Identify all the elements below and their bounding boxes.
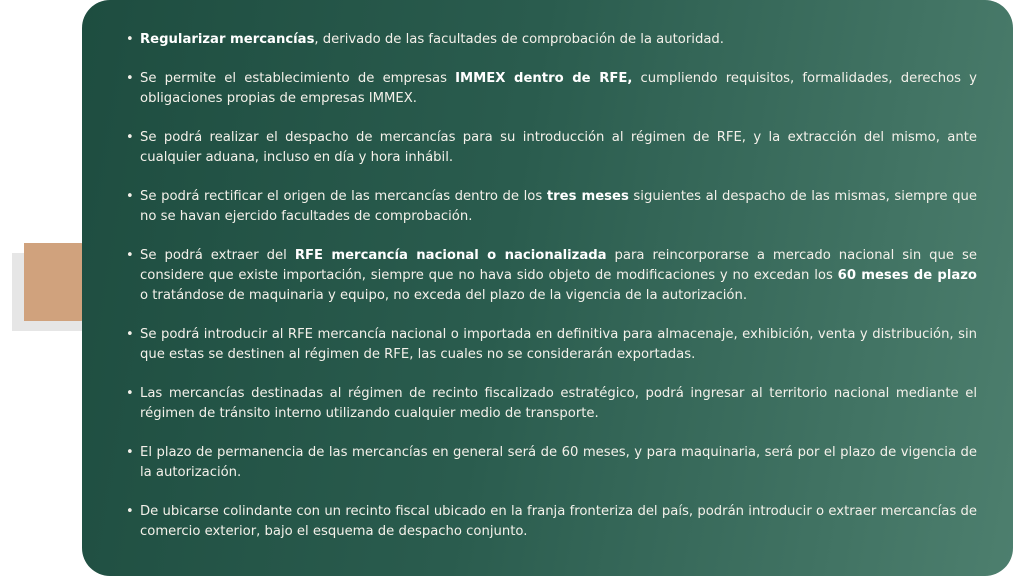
bullet-list (126, 30, 977, 542)
bullet-text: para reincorporarse a mercado nacional sin que se considere que existe importación, siempre que no hava sido objeto de modificaciones y no excedan los (140, 248, 977, 283)
bullet-text: Se podrá rectificar el origen de las mercancías dentro de los (140, 189, 547, 204)
bullet-item (126, 69, 977, 109)
bullet-dot-icon: • (126, 189, 134, 204)
bullet-text: o tratándose de maquinaria y equipo, no exceda del plazo de la vigencia de la autorización. (140, 288, 748, 303)
bullet-item (126, 187, 977, 227)
bullet-dot-icon: • (126, 32, 134, 47)
bullet-bold-text: Regularizar mercancías (140, 32, 315, 47)
bullet-dot-icon: • (126, 445, 134, 460)
bullet-item (126, 443, 977, 483)
bullet-text: , derivado de las facultades de comprobación de la autoridad. (314, 32, 724, 47)
bullet-dot-icon: • (126, 386, 134, 401)
bullet-dot-icon: • (126, 248, 134, 263)
bullet-dot-icon: • (126, 327, 134, 342)
bullet-text: siguientes al despacho de las mismas, siempre que no se havan ejercido facultades de comprobación. (140, 189, 977, 224)
bullet-dot-icon: • (126, 504, 134, 519)
bullet-item (126, 128, 977, 168)
bullet-text: cumpliendo requisitos, formalidades, derechos y obligaciones propias de empresas IMMEX. (140, 71, 977, 106)
bullet-text: Las mercancías destinadas al régimen de recinto fiscalizado estratégico, podrá ingresar al territorio nacional mediante el régimen de tránsito interno utilizando cualquier medio de transporte. (140, 386, 977, 421)
bullet-dot-icon: • (126, 71, 134, 86)
bullet-item (126, 502, 977, 542)
bullet-bold-text: IMMEX dentro de RFE, (455, 71, 633, 86)
bullet-item (126, 325, 977, 365)
bullet-bold-text: 60 meses de plazo (837, 268, 977, 283)
bullet-text: Se permite el establecimiento de empresas (140, 71, 456, 86)
bullet-bold-text: tres meses (546, 189, 629, 204)
bullet-item (126, 384, 977, 424)
bullet-dot-icon: • (126, 130, 134, 145)
bullet-item (126, 30, 977, 50)
bullet-text: Se podrá introducir al RFE mercancía nacional o importada en definitiva para almacenaje, exhibición, venta y distribución, sin que estas se destinen al régimen de RFE, las cuales no se considerarán exportadas. (140, 327, 977, 362)
bullet-text: De ubicarse colindante con un recinto fiscal ubicado en la franja fronteriza del país, podrán introducir o extraer mercancías de comercio exterior, bajo el esquema de despacho conjunto. (140, 504, 977, 539)
bullet-item (126, 246, 977, 306)
bullet-text: El plazo de permanencia de las mercancías en general será de 60 meses, y para maquinaria, será por el plazo de vigencia de la autorización. (140, 445, 977, 480)
bullet-text: Se podrá realizar el despacho de mercancías para su introducción al régimen de RFE, y la extracción del mismo, ante cualquier aduana, incluso en día y hora inhábil. (140, 130, 977, 165)
bullet-bold-text: RFE mercancía nacional o nacionalizada (294, 248, 607, 263)
bullet-text: Se podrá extraer del (140, 248, 295, 263)
content-panel (82, 0, 1013, 576)
